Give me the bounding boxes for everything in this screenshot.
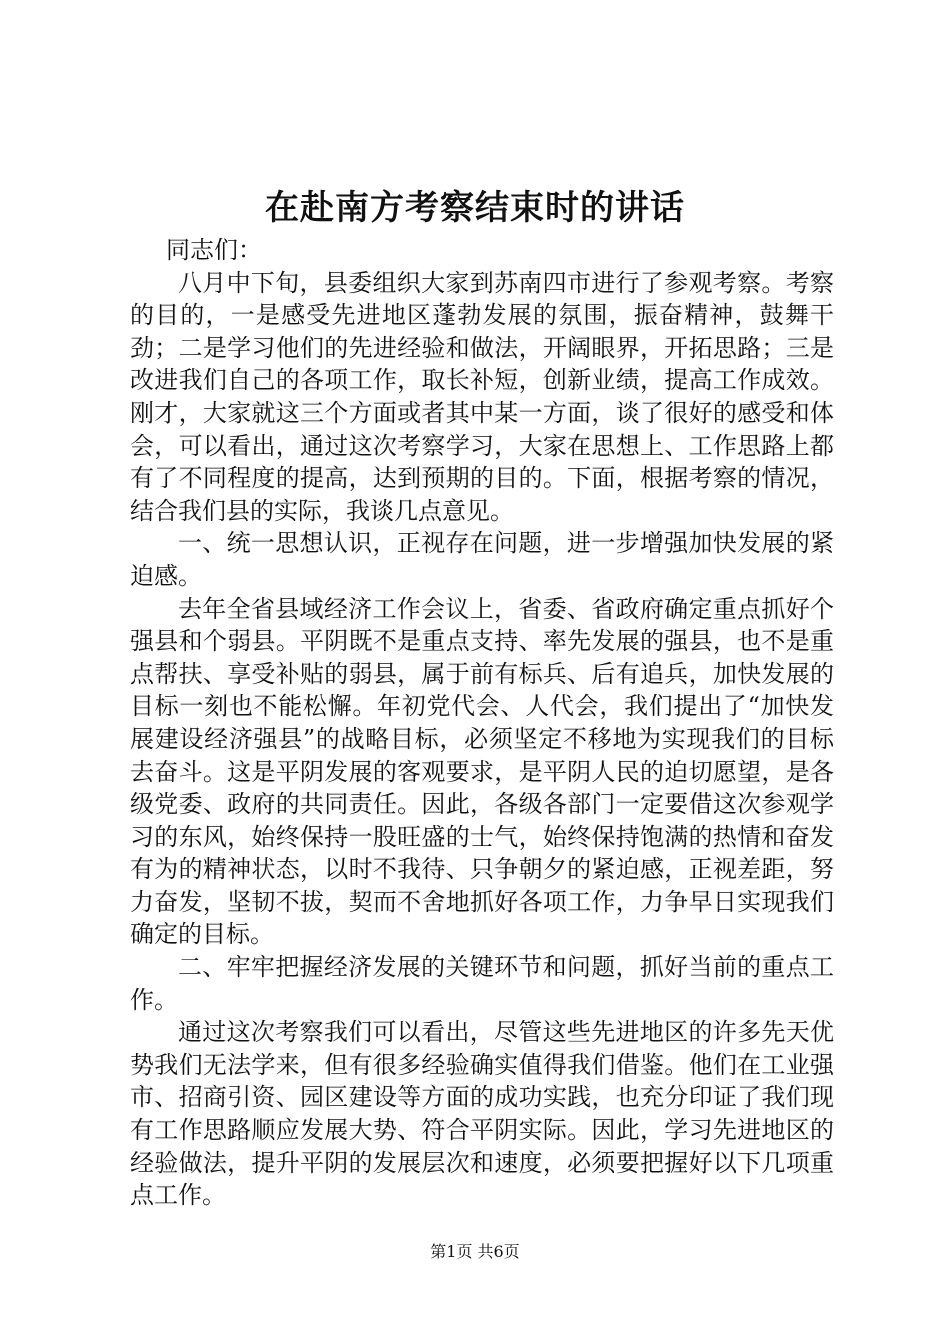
paragraph-section-2: 通过这次考察我们可以看出，尽管这些先进地区的许多先天优势我们无法学来，但有很多经验确实值得我们借鉴。他们在工业强市、招商引资、园区建设等方面的成功实践，也充分印证了我们现有工作思路顺应发展大势、符合平阴实际。因此，学习先进地区的经验做法，提升平阴的发展层次和速度，必须要把握好以下几项重点工作。 bbox=[130, 1018, 834, 1210]
section-heading-1: 一、统一思想认识，正视存在问题，进一步增强加快发展的紧迫感。 bbox=[130, 529, 834, 590]
section-heading-2: 二、牢牢把握经济发展的关键环节和问题，抓好当前的重点工作。 bbox=[130, 953, 834, 1014]
document-title: 在赴南方考察结束时的讲话 bbox=[265, 188, 685, 228]
paragraph-section-1: 去年全省县域经济工作会议上，省委、省政府确定重点抓好个强县和个弱县。平阴既不是重点支持、率先发展的强县，也不是重点帮扶、享受补贴的弱县，属于前有标兵、后有追兵，加快发展的目标一刻也不能松懈。年初党代会、人代会，我们提出了“加快发展建设经济强县”的战略目标，必须坚定不移地为实现我们的目标去奋斗。这是平阴发展的客观要求，是平阴人民的迫切愿望，是各级党委、政府的共同责任。因此，各级各部门一定要借这次参观学习的东风，始终保持一股旺盛的士气，始终保持饱满的热情和奋发有为的精神状态，以时不我待、只争朝夕的紧迫感，正视差距，努力奋发，坚韧不拔，契而不舍地抓好各项工作，力争早日实现我们确定的目标。 bbox=[130, 594, 834, 949]
paragraph-intro: 八月中下旬，县委组织大家到苏南四市进行了参观考察。考察的目的，一是感受先进地区蓬勃发展的氛围，振奋精神，鼓舞干劲；二是学习他们的先进经验和做法，开阔眼界，开拓思路；三是改进我们自己的各项工作，取长补短，创新业绩，提高工作成效。刚才，大家就这三个方面或者其中某一方面，谈了很好的感受和体会，可以看出，通过这次考察学习，大家在思想上、工作思路上都有了不同程度的提高，达到预期的目的。下面，根据考察的情况，结合我们县的实际，我谈几点意见。 bbox=[130, 268, 834, 525]
page-number: 第1页 共6页 bbox=[430, 1242, 520, 1261]
salutation: 同志们： bbox=[166, 236, 262, 264]
document-body bbox=[130, 234, 834, 1212]
